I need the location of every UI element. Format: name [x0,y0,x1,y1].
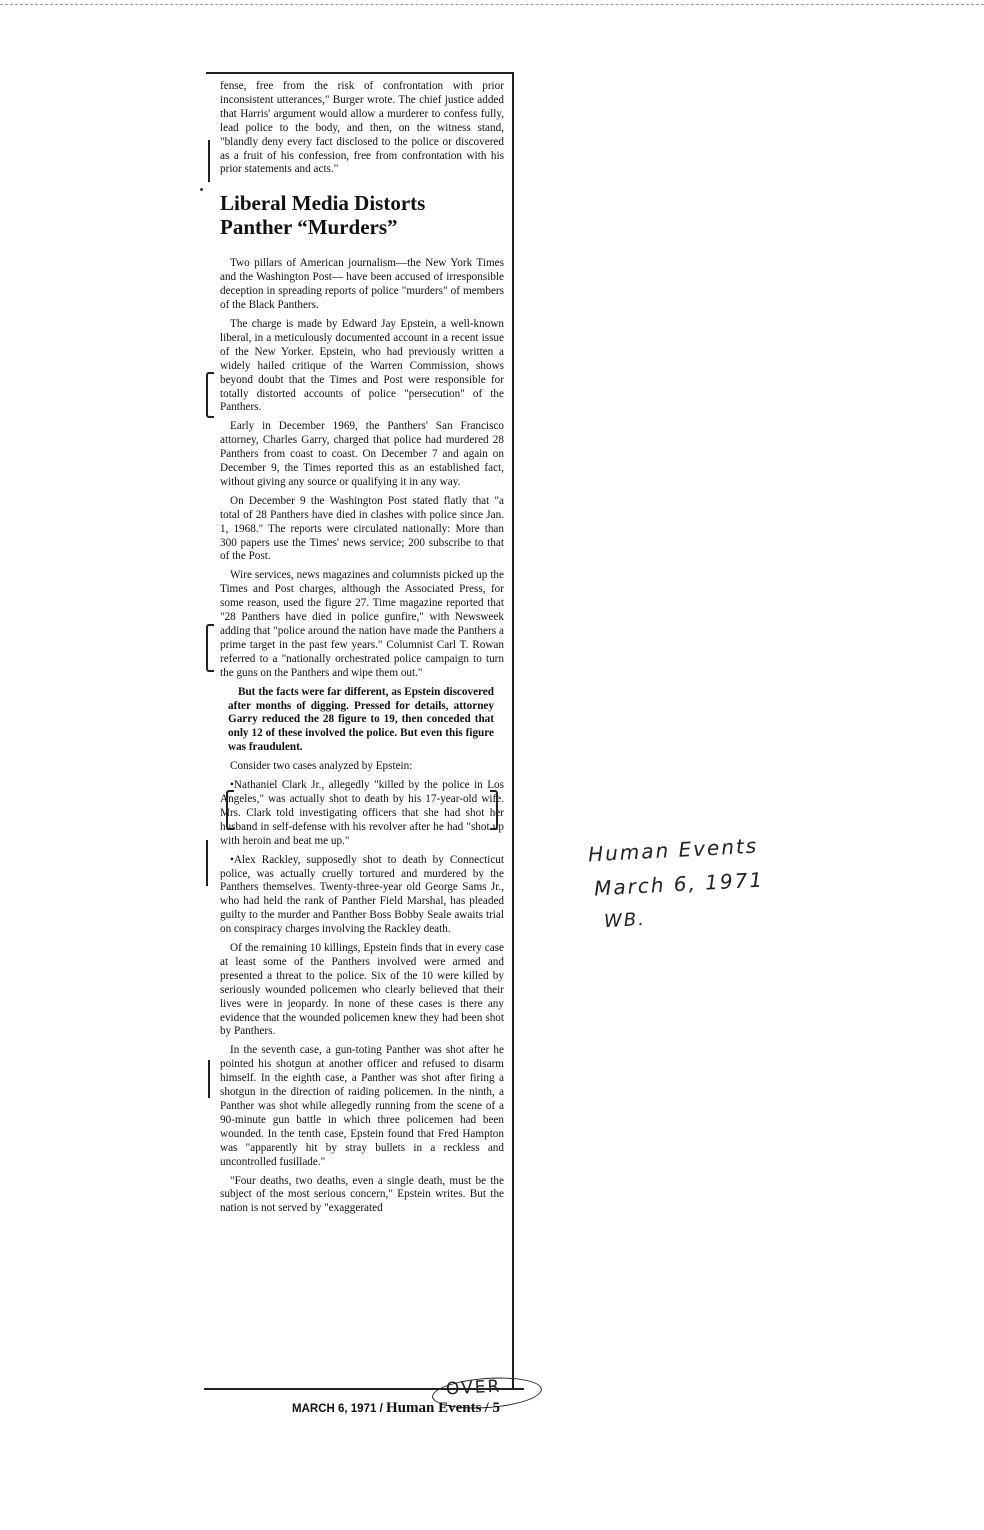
article-paragraph-12: "Four deaths, two deaths, even a single death, must be the subject of the most serious concern," Epstein writes. But the nation is not served by "exaggerated [220,1174,504,1215]
page-footer [292,1400,500,1417]
footer-publication: Human Events [385,1400,482,1416]
margin-bracket-2 [206,372,214,418]
margin-mark-1 [208,140,210,182]
article-lead-paragraph: fense, free from the risk of confrontation with prior inconsistent utterances," Burger wrote. The chief justice added that Harris' argument would allow a murderer to confess fully, lead police to the body, and then, on the witness stand, "blandly deny every fact disclosed to the police or discovered as a fruit of his confession, free from confrontation with his prior statements and acts." [220,80,504,176]
margin-bracket-3 [206,624,214,672]
margin-dot [200,188,203,191]
footer-separator: / [379,1403,383,1415]
handwritten-date: March 6, 1971 [593,867,765,901]
article-paragraph-3: Early in December 1969, the Panthers' San Francisco attorney, Charles Garry, charged that police had murdered 28 Panthers from coast to coast. On December 7 and again on December 9, the Times reported this as an established fact, without giving any source or qualifying it in any way. [220,420,504,488]
article-paragraph-6-bold: But the facts were far different, as Epstein discovered after months of digging. Pressed for details, attorney Garry reduced the 28 figure to 19, then conceded that only 12 of these involved the police. But even this figure was fraudulent. [228,685,494,754]
clipping-right-rule [512,72,514,1388]
headline-line-2: Panther “Murders” [220,215,398,240]
margin-bracket-4-left [226,790,234,830]
article-headline [220,191,504,239]
article-paragraph-11: In the seventh case, a gun-toting Panther was shot after he pointed his shotgun at another officer and refused to disarm himself. In the eighth case, a Panther was shot after firing a shotgun in the direction of raiding policemen. In the ninth, a Panther was shot while allegedly running from the scene of a 90-minute gun battle in which three policemen had been wounded. In the tenth case, Epstein found that Fred Hampton was "apparently hit by stray bullets in a reckless and uncontrolled fusillade." [220,1044,504,1168]
article-paragraph-5: Wire services, news magazines and columnists picked up the Times and Post charges, although the Associated Press, for some reason, used the figure 27. Time magazine reported that "28 Panthers have died in police gunfire," with Newsweek adding that "police around the nation have made the Panthers a prime target in the past few years." Columnist Carl T. Rowan referred to a "nationally orchestrated police campaign to turn the guns on the Panthers and wipe them out." [220,569,504,679]
footer-page-number: / 5 [484,1400,501,1416]
article-paragraph-1: Two pillars of American journalism—the New York Times and the Washington Post— have been accused of irresponsible deception in spreading reports of police "murders" of members of the Black Panthers. [220,257,504,312]
footer-date: MARCH 6, 1971 [292,1403,377,1415]
article-paragraph-9: •Alex Rackley, supposedly shot to death by Connecticut police, was actually cruelly tortured and murdered by the Panthers themselves. Twenty-three-year old George Sams Jr., who had held the rank of Panther Field Marshal, has pleaded guilty to the murder and Panther Boss Bobby Seale awaits trial on conspiracy charges involving the Rackley death. [220,853,504,936]
handwritten-over: OVER [445,1376,502,1400]
scan-edge-dashes [0,4,984,5]
clipping-top-rule [206,72,512,74]
news-article [220,80,504,1221]
handwritten-initials: WB. [603,908,647,933]
article-paragraph-10: Of the remaining 10 killings, Epstein finds that in every case at least some of the Panthers involved were armed and presented a threat to the police. Six of the 10 were killed by seriously wounded policemen who clearly believed that their lives were in jeopardy. In none of these cases is there any evidence that the wounded policemen knew they had been shot by Panthers. [220,942,504,1038]
handwritten-publication: Human Events [587,833,759,867]
margin-bracket-4-right [490,790,498,830]
article-paragraph-2: The charge is made by Edward Jay Epstein, a well-known liberal, in a meticulously documented account in a recent issue of the New Yorker. Epstein, who had previously written a widely hailed critique of the Warren Commission, shows beyond doubt that the Times and Post were responsible for totally distorted accounts of police "persecution" of the Panthers. [220,317,504,414]
article-paragraph-8: •Nathaniel Clark Jr., allegedly "killed by the police in Los Angeles," was actually shot to death by his 17-year-old wife. Mrs. Clark told investigating officers that she had shot her husband in self-defense with his revolver after he had "shot up with heroin and beat me up." [220,779,504,847]
margin-mark-5 [206,840,208,886]
headline-line-1: Liberal Media Distorts [220,191,426,216]
article-paragraph-4: On December 9 the Washington Post stated flatly that "a total of 28 Panthers have died in clashes with police since Jan. 1, 1968." The reports were circulated nationally: More than 300 papers use the Times' news service; 200 subscribe to that of the Post. [220,494,504,563]
article-paragraph-7: Consider two cases analyzed by Epstein: [230,760,413,773]
margin-mark-6 [208,1060,210,1098]
